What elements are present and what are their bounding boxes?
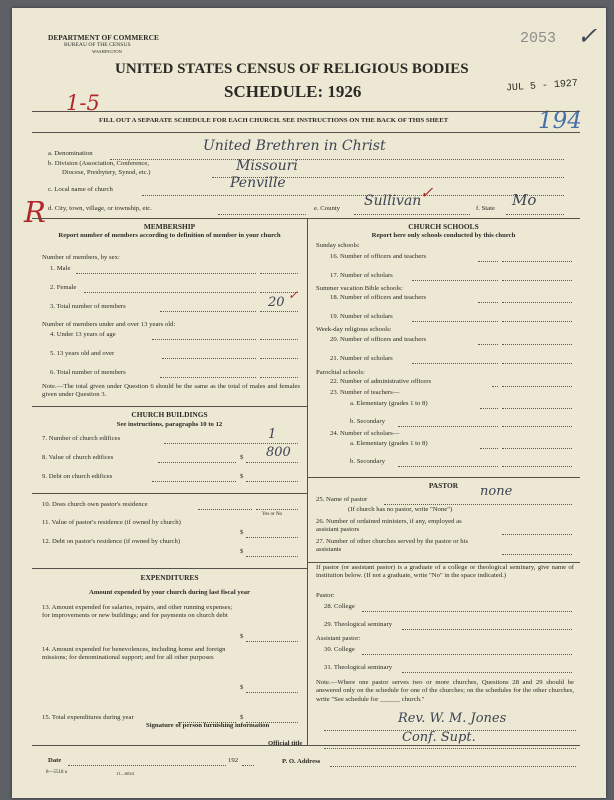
q15-label: 15. Total expenditures during year: [42, 714, 134, 721]
q7-label: 7. Number of church edifices: [42, 435, 121, 442]
q11-label: 11. Value of pastor's residence (if owned by church): [42, 519, 181, 526]
q4-label: 4. Under 13 years of age: [50, 331, 116, 338]
q25-label: 25. Name of pastor: [316, 496, 368, 503]
check-mark-icon: ✓: [577, 22, 598, 50]
q20-label: 20. Number of officers and teachers: [330, 336, 427, 343]
schools-sub: Report here only schools conducted by this church: [371, 232, 516, 239]
red-r-mark: R: [24, 195, 46, 229]
red-mark: 1-5: [66, 91, 100, 115]
q14-dollar: $: [240, 684, 244, 691]
local-name-label: c. Local name of church: [48, 186, 113, 193]
q12-dollar: $: [240, 548, 244, 555]
q8-label: 8. Value of church edifices: [42, 454, 114, 461]
form-instructions: FILL OUT A SEPARATE SCHEDULE FOR EACH CHURCH. SEE INSTRUCTIONS ON THE BACK OF THIS SHEET: [99, 117, 449, 124]
q24a-label: a. Elementary (grades 1 to 8): [350, 440, 428, 447]
state-label: f. State: [476, 205, 495, 212]
q23-label: 23. Number of teachers—: [330, 389, 400, 396]
q25-note: (If church has no pastor, write "None"): [348, 506, 453, 513]
weekday-label: Week-day religious schools:: [316, 326, 392, 333]
official-title-value: Conf. Supt.: [402, 730, 476, 745]
pastor-sub-label: Pastor:: [316, 592, 335, 599]
q12-label: 12. Debt on pastor's residence (if owned by church): [42, 538, 181, 545]
q24b-label: b. Secondary: [350, 458, 385, 465]
q21-label: 21. Number of scholars: [330, 355, 393, 362]
schedule-title: SCHEDULE: 1926: [224, 82, 362, 101]
vacation-label: Summer vacation Bible schools:: [316, 285, 403, 292]
stamp-number: 2053: [520, 30, 557, 47]
q23b-label: b. Secondary: [350, 418, 385, 425]
official-title-label: Official title: [268, 740, 303, 747]
pastor-heading: PASTOR: [428, 481, 459, 490]
q3-value: 20: [268, 295, 285, 310]
city-label: d. City, town, village, or township, etc.: [48, 205, 152, 212]
received-date-stamp: JUL 5 - 1927: [505, 78, 579, 95]
signature-label: Signature of person furnishing information: [146, 722, 270, 729]
census-form: [12, 8, 606, 798]
membership-note: Note.—The total given under Question 6 should be the same as the total of males and females given under Question 3.: [42, 383, 300, 399]
buildings-sub: See instructions, paragraphs 10 to 12: [116, 421, 223, 428]
expenditures-heading: EXPENDITURES: [140, 573, 199, 582]
sunday-label: Sunday schools:: [316, 242, 360, 249]
q10-label: 10. Does church own pastor's residence: [42, 501, 148, 508]
year-label: 192: [228, 757, 239, 764]
address-label: P. O. Address: [282, 758, 321, 765]
signature-value: Rev. W. M. Jones: [398, 711, 507, 726]
q25-value: none: [480, 484, 513, 499]
department-name: DEPARTMENT OF COMMERCE: [48, 33, 159, 42]
q14-label: 14. Amount expended for benevolences, including home and foreign missions; for denominational support; and for all other purposes: [42, 646, 226, 662]
expenditures-sub: Amount expended by your church during last fiscal year: [88, 589, 250, 596]
q18-label: 18. Number of officers and teachers: [330, 294, 427, 301]
hand-number: 194: [538, 108, 582, 134]
local-name-value: Penville: [230, 175, 286, 191]
q11-dollar: $: [240, 529, 244, 536]
graduate-note: If pastor (or assistant pastor) is a graduate of a college or theological seminary, give name of institution below. (If not a graduate, write "No" in the space indicated.): [316, 564, 574, 580]
division-label: b. Division (Association, Conference,: [48, 160, 150, 167]
q8-value: 800: [266, 445, 291, 460]
q29-label: 29. Theological seminary: [324, 621, 393, 628]
pastor-note: Note.—Where one pastor serves two or more churches, Questions 28 and 29 should be answered only on the schedule for one of the churches; on the schedules for the other churches, write "See schedule for ______ church.": [316, 679, 574, 703]
assistant-sub-label: Assistant pastor:: [316, 635, 361, 642]
q26-label: 26. Number of ordained ministers, if any, employed as assistant pastors: [316, 518, 462, 534]
denomination-value: United Brethren in Christ: [203, 138, 386, 154]
q9-dollar: $: [240, 473, 244, 480]
age-heading: Number of members under and over 13 years old:: [42, 321, 176, 328]
parochial-label: Parochial schools:: [316, 369, 365, 376]
q5-label: 5. 13 years old and over: [50, 350, 115, 357]
q19-label: 19. Number of scholars: [330, 313, 393, 320]
by-sex-label: Number of members, by sex:: [42, 254, 120, 261]
q6-label: 6. Total number of members: [50, 369, 126, 376]
denomination-label: a. Denomination: [48, 150, 93, 157]
q15-dollar: $: [240, 714, 244, 721]
bureau-name: BUREAU OF THE CENSUS: [64, 42, 131, 48]
q31-label: 31. Theological seminary: [324, 664, 393, 671]
membership-heading: MEMBERSHIP: [143, 222, 196, 231]
form-code-2: 11—6024: [116, 771, 134, 776]
q13-dollar: $: [240, 633, 244, 640]
red-check-icon: ✓: [420, 183, 434, 202]
division-label-2: Diocese, Presbytery, Synod, etc.): [62, 169, 151, 176]
q28-label: 28. College: [324, 603, 355, 610]
form-code: 8—5518 a: [46, 770, 67, 775]
form-title: UNITED STATES CENSUS OF RELIGIOUS BODIES: [115, 61, 469, 77]
bureau-city: WASHINGTON: [92, 49, 122, 54]
yes-no-note: Yes or No: [262, 512, 283, 517]
county-label: e. County: [314, 205, 341, 212]
state-value: Mo: [512, 191, 537, 209]
county-value: Sullivan: [364, 193, 422, 209]
membership-intro: Report number of members according to definition of member in your church: [58, 232, 281, 239]
q22-label: 22. Number of administrative officers: [330, 378, 432, 385]
q7-value: 1: [268, 427, 277, 442]
q24-label: 24. Number of scholars—: [330, 430, 400, 437]
q23a-label: a. Elementary (grades 1 to 8): [350, 400, 428, 407]
schools-heading: CHURCH SCHOOLS: [408, 222, 479, 231]
q27-label: 27. Number of other churches served by the pastor or his assistants: [316, 538, 469, 554]
q30-label: 30. College: [324, 646, 355, 653]
division-value: Missouri: [236, 158, 298, 174]
buildings-heading: CHURCH BUILDINGS: [131, 410, 208, 419]
q8-dollar: $: [240, 454, 244, 461]
date-label: Date: [48, 757, 62, 764]
q2-label: 2. Female: [50, 284, 77, 291]
q16-label: 16. Number of officers and teachers: [330, 253, 427, 260]
q9-label: 9. Debt on church edifices: [42, 473, 113, 480]
q13-label: 13. Amount expended for salaries, repairs, and other running expenses; for improvements or new buildings; and for payments on church debt: [42, 604, 233, 620]
q17-label: 17. Number of scholars: [330, 272, 393, 279]
q1-label: 1. Male: [50, 265, 71, 272]
q3-label: 3. Total number of members: [50, 303, 126, 310]
red-tick-icon: ✓: [288, 288, 299, 302]
